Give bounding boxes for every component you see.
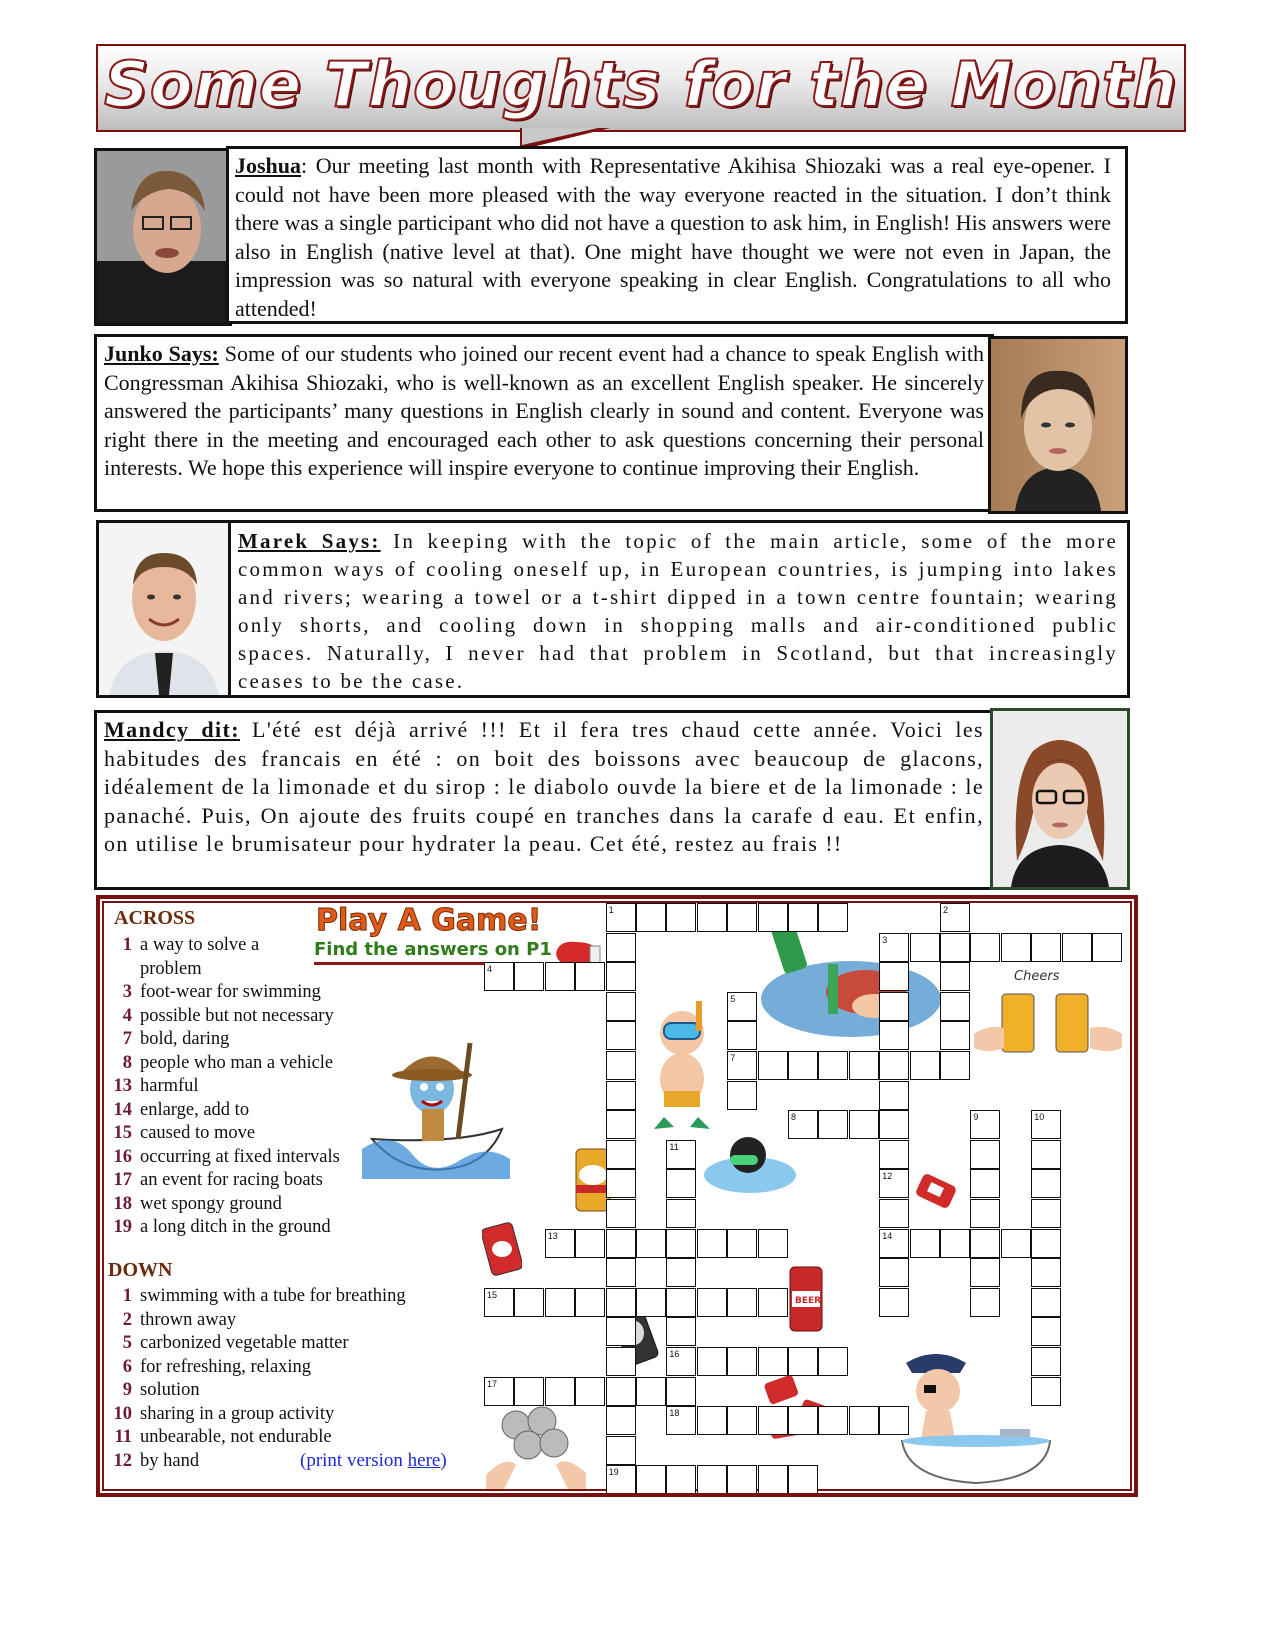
crossword-cell[interactable]	[545, 1377, 575, 1406]
crossword-cell[interactable]	[940, 992, 970, 1021]
boat-cartoon	[362, 1029, 512, 1184]
crossword-cell[interactable]	[818, 1406, 848, 1435]
down-clue-text: thrown away	[140, 1309, 237, 1330]
crossword-cell[interactable]	[666, 1406, 696, 1435]
marek-text: In keeping with the topic of the main article, some of the more common ways of cooling oneself up, in European countries, is jumping into lakes and rivers; wearing a towel or a t-shirt dipped in a town centre fountain; wearing only shorts, and cooling down in shopping malls and air-conditioned public spaces. Naturally, I never had that problem in Scotland, but that increasingly ceases to be the case.	[238, 529, 1118, 693]
crossword-cell[interactable]	[575, 1229, 605, 1258]
crossword-cell[interactable]	[545, 1229, 575, 1258]
across-clue-text: people who man a vehicle	[140, 1052, 334, 1073]
mandcy-box	[94, 710, 996, 890]
crossword-cell[interactable]	[606, 903, 636, 932]
crossword-cell[interactable]	[970, 1169, 1000, 1198]
crossword-cell[interactable]	[879, 1051, 909, 1080]
can-label: BEER	[795, 1296, 822, 1306]
crossword-cell[interactable]	[727, 1021, 757, 1050]
crossword-cell[interactable]	[788, 903, 818, 932]
beer-label-can-icon	[788, 1265, 824, 1333]
crossword-cell[interactable]	[970, 1258, 1000, 1287]
crossword-cell[interactable]	[910, 933, 940, 962]
crossword-cell[interactable]	[606, 1140, 636, 1169]
crossword-cell[interactable]	[666, 1465, 696, 1494]
crossword-cell[interactable]	[1031, 1317, 1061, 1346]
cell-number: 17	[487, 1378, 498, 1389]
crossword-cell[interactable]	[1031, 1199, 1061, 1228]
across-clue	[106, 1146, 340, 1170]
crossword-cell[interactable]	[879, 1021, 909, 1050]
crossword-cell[interactable]	[940, 1051, 970, 1080]
crossword-cell[interactable]	[606, 1317, 636, 1346]
crossword-cell[interactable]	[879, 933, 909, 962]
across-clue-number: 19	[113, 1217, 132, 1237]
crossword-cell[interactable]	[879, 962, 909, 991]
crossword-cell[interactable]	[697, 1347, 727, 1376]
crossword-cell[interactable]	[879, 1406, 909, 1435]
crossword-cell[interactable]	[1092, 933, 1122, 962]
crossword-cell[interactable]	[1031, 1288, 1061, 1317]
crossword-cell[interactable]	[606, 1406, 636, 1435]
down-clue-text: for refreshing, relaxing	[140, 1356, 312, 1377]
cell-number: 12	[882, 1171, 893, 1182]
crossword-cell[interactable]	[1062, 933, 1092, 962]
joshua-box	[226, 146, 1128, 324]
across-heading: ACROSS	[114, 907, 196, 929]
cell-number: 13	[547, 1230, 558, 1241]
across-clue	[106, 1169, 340, 1193]
cell-number: 8	[791, 1112, 797, 1123]
across-clue-text: an event for racing boats	[140, 1170, 323, 1190]
across-clue-text: problem	[140, 958, 202, 979]
crossword-cell[interactable]	[575, 962, 605, 991]
cheers-cartoon	[974, 964, 1124, 1069]
crossword-cell[interactable]	[879, 1140, 909, 1169]
crossword-puzzle	[96, 895, 1138, 1497]
across-clue-number: 16	[113, 1146, 132, 1167]
across-clue-number: 1	[122, 935, 132, 955]
banner-tail-fill	[522, 128, 598, 145]
crossword-cell[interactable]	[636, 1465, 666, 1494]
crossword-cell[interactable]	[484, 962, 514, 991]
down-clue-number: 5	[122, 1333, 132, 1353]
crossword-cell[interactable]	[1031, 933, 1061, 962]
crossword-cell[interactable]	[666, 1140, 696, 1169]
crossword-cell[interactable]	[788, 1465, 818, 1494]
crossword-cell[interactable]	[697, 1465, 727, 1494]
down-clue-text: carbonized vegetable matter	[140, 1333, 349, 1353]
down-clue-text: swimming with a tube for breathing	[140, 1286, 406, 1306]
crossword-cell[interactable]	[727, 903, 757, 932]
down-clue-text: unbearable, not endurable	[140, 1427, 332, 1447]
across-clue	[106, 1193, 340, 1217]
crossword-cell[interactable]	[940, 933, 970, 962]
crushed-can-icon	[914, 1173, 958, 1209]
title-banner	[96, 44, 1186, 132]
page-title: Some Thoughts for the Month	[104, 48, 1178, 121]
crossword-cell[interactable]	[970, 1140, 1000, 1169]
joshua-photo	[94, 148, 232, 326]
marek-text-block	[238, 527, 1118, 695]
crossword-cell[interactable]	[697, 1288, 727, 1317]
crossword-cell[interactable]	[666, 1317, 696, 1346]
crossword-cell[interactable]	[818, 903, 848, 932]
down-heading: DOWN	[108, 1259, 173, 1281]
mandcy-text-block	[104, 716, 984, 859]
crossword-cell[interactable]	[545, 1288, 575, 1317]
down-clue-number: 11	[114, 1427, 132, 1447]
across-clue-number: 13	[113, 1076, 132, 1096]
crossword-cell[interactable]	[1031, 1169, 1061, 1198]
down-clue	[106, 1379, 406, 1403]
crossword-cell[interactable]	[970, 1229, 1000, 1258]
crossword-cell[interactable]	[697, 1229, 727, 1258]
crossword-cell[interactable]	[940, 1021, 970, 1050]
crossword-cell[interactable]	[788, 1051, 818, 1080]
cell-number: 18	[669, 1408, 680, 1419]
down-clue	[106, 1426, 406, 1450]
across-clue-text: bold, daring	[140, 1029, 230, 1049]
crossword-cell[interactable]	[727, 1051, 757, 1080]
crossword-cell[interactable]	[970, 1288, 1000, 1317]
crossword-cell[interactable]	[606, 962, 636, 991]
crossword-cell[interactable]	[879, 1258, 909, 1287]
crossword-cell[interactable]	[758, 1288, 788, 1317]
crossword-cell[interactable]	[606, 1258, 636, 1287]
across-clue	[106, 1075, 340, 1099]
crossword-cell[interactable]	[606, 1051, 636, 1080]
down-clue-number: 2	[122, 1309, 132, 1330]
crossword-cell[interactable]	[545, 962, 575, 991]
joshua-name: Joshua	[235, 153, 302, 178]
crossword-cell[interactable]	[879, 1229, 909, 1258]
crossword-cell[interactable]	[879, 1110, 909, 1139]
crossword-cell[interactable]	[1001, 1229, 1031, 1258]
down-clue	[106, 1309, 406, 1333]
down-clue-number: 9	[122, 1380, 132, 1400]
across-clue-text: wet spongy ground	[140, 1193, 282, 1214]
crossword-cell[interactable]	[788, 1110, 818, 1139]
down-clue-number: 10	[113, 1403, 132, 1424]
down-clue-text: sharing in a group activity	[140, 1403, 335, 1424]
across-clue-text: foot-wear for swimming	[140, 982, 321, 1002]
crossword-cell[interactable]	[879, 1169, 909, 1198]
across-clue-number: 4	[122, 1005, 132, 1026]
joshua-text-block	[235, 152, 1111, 323]
across-clue-text: a long ditch in the ground	[140, 1217, 331, 1237]
down-clue	[106, 1332, 406, 1356]
cell-number: 10	[1034, 1112, 1045, 1123]
cell-number: 15	[487, 1289, 498, 1300]
down-clue-number: 1	[122, 1286, 132, 1306]
crossword-cell[interactable]	[879, 1199, 909, 1228]
crossword-cell[interactable]	[636, 1288, 666, 1317]
crossword-cell[interactable]	[666, 1347, 696, 1376]
crossword-cell[interactable]	[1031, 1258, 1061, 1287]
crossword-cell[interactable]	[606, 1347, 636, 1376]
down-clue	[106, 1285, 406, 1309]
crossword-cell[interactable]	[606, 1229, 636, 1258]
crossword-cell[interactable]	[606, 1169, 636, 1198]
mandcy-name: Mandcy dit:	[104, 717, 241, 742]
cheers-label: Cheers	[1014, 969, 1060, 984]
crossword-cell[interactable]	[727, 1406, 757, 1435]
crossword-cell[interactable]	[879, 1288, 909, 1317]
crossword-cell[interactable]	[727, 1465, 757, 1494]
crossword-cell[interactable]	[879, 992, 909, 1021]
crossword-cell[interactable]	[606, 1465, 636, 1494]
crossword-cell[interactable]	[666, 1377, 696, 1406]
cell-number: 5	[730, 993, 736, 1004]
crossword-cell[interactable]	[484, 1288, 514, 1317]
crossword-cell[interactable]	[697, 1406, 727, 1435]
mandcy-text: L'été est déjà arrivé !!! Et il fera tres chaud cette année. Voici les habitudes des francais en été : on boit des boissons avec beaucoup de glacons, idéalement de la limonade et du sirop : le diabolo ouvde la biere et de la limonade : le panaché. Puis, On ajoute des fruits coupé en tranches dans la carafe d eau. Et enfin, on utilise le brumisateur pour hydrater la peau. Cet été, restez au frais !!	[104, 717, 984, 856]
crossword-cell[interactable]	[514, 1377, 544, 1406]
across-clue	[106, 981, 340, 1005]
crossword-cell[interactable]	[666, 1169, 696, 1198]
crossword-cell[interactable]	[636, 1229, 666, 1258]
crossword-cell[interactable]	[636, 1377, 666, 1406]
crossword-cell[interactable]	[1001, 933, 1031, 962]
crossword-cell[interactable]	[940, 962, 970, 991]
across-clue-number: 7	[122, 1029, 132, 1049]
crossword-cell[interactable]	[758, 1051, 788, 1080]
crossword-cell[interactable]	[606, 933, 636, 962]
crossword-cell[interactable]	[818, 1110, 848, 1139]
across-clue-number: 15	[113, 1123, 132, 1143]
cell-number: 16	[669, 1349, 680, 1359]
crossword-cell[interactable]	[970, 1199, 1000, 1228]
crossword-cell[interactable]	[666, 1199, 696, 1228]
crossword-cell[interactable]	[666, 1288, 696, 1317]
across-clue	[106, 1216, 340, 1240]
crossword-cell[interactable]	[970, 1110, 1000, 1139]
down-clue	[106, 1356, 406, 1380]
down-clue-number: 12	[113, 1450, 132, 1471]
across-clue-text: a way to solve a	[140, 935, 260, 955]
marek-name: Marek Says:	[238, 529, 381, 553]
crossword-cell[interactable]	[758, 1229, 788, 1258]
crossword-cell[interactable]	[727, 1229, 757, 1258]
crossword-cell[interactable]	[606, 1436, 636, 1465]
crossword-cell[interactable]	[697, 903, 727, 932]
down-clue-list	[106, 1285, 406, 1473]
print-suffix: )	[440, 1450, 447, 1471]
play-a-game-subtitle: Find the answers on P1	[314, 939, 552, 960]
print-link[interactable]: here	[407, 1450, 441, 1471]
across-clue-list	[106, 934, 340, 1240]
junko-text-block	[104, 340, 984, 483]
crossword-cell[interactable]	[818, 1051, 848, 1080]
snorkel-boy-cartoon	[634, 999, 730, 1134]
mandcy-photo	[990, 708, 1130, 890]
crossword-cell[interactable]	[514, 962, 544, 991]
crossword-cell[interactable]	[666, 1258, 696, 1287]
cell-number: 3	[882, 934, 888, 945]
crossword-cell[interactable]	[940, 1229, 970, 1258]
crossword-cell[interactable]	[606, 1021, 636, 1050]
marek-box	[228, 520, 1130, 698]
across-clue-number: 8	[122, 1052, 132, 1073]
crossword-cell[interactable]	[606, 1288, 636, 1317]
swimmer-cartoon	[702, 1129, 798, 1197]
junko-text: Some of our students who joined our recent event had a chance to speak English with Congressman Akihisa Shiozaki, who is well-known as an excellent English speaker. He sincerely answered the participants’ many questions in English clearly in sound and content. Everyone was right there in the meeting and encouraged each other to ask questions concerning their personal interests. We hope this experience will inspire everyone to continue improving their English.	[104, 341, 984, 480]
crossword-cell[interactable]	[758, 1465, 788, 1494]
crossword-cell[interactable]	[849, 1406, 879, 1435]
cell-number: 11	[669, 1141, 679, 1152]
crossword-cell[interactable]	[666, 903, 696, 932]
cell-number: 2	[943, 905, 949, 915]
across-clue	[106, 1099, 340, 1123]
soda-can-icon	[482, 1221, 522, 1277]
crossword-cell[interactable]	[606, 992, 636, 1021]
crossword-cell[interactable]	[1031, 1140, 1061, 1169]
across-clue-text: occurring at fixed intervals	[140, 1146, 340, 1167]
across-clue-number: 18	[113, 1193, 132, 1214]
crossword-cell[interactable]	[666, 1229, 696, 1258]
crossword-cell[interactable]	[606, 1081, 636, 1110]
crossword-cell[interactable]	[575, 1377, 605, 1406]
across-clue	[106, 1028, 340, 1052]
crossword-cell[interactable]	[727, 1081, 757, 1110]
crossword-cell[interactable]	[788, 1347, 818, 1376]
crossword-cell[interactable]	[758, 1406, 788, 1435]
crossword-cell[interactable]	[484, 1377, 514, 1406]
crossword-cell[interactable]	[727, 992, 757, 1021]
down-clue-text: by hand	[140, 1450, 200, 1471]
cell-number: 19	[608, 1467, 619, 1478]
across-clue	[106, 1052, 340, 1076]
junko-name: Junko Says:	[104, 341, 219, 366]
across-clue	[106, 1005, 340, 1029]
across-clue-number: 14	[113, 1099, 132, 1120]
print-prefix: (print version	[300, 1450, 408, 1471]
crossword-cell[interactable]	[1031, 1110, 1061, 1139]
cell-number: 14	[882, 1230, 893, 1241]
crossword-cell[interactable]	[758, 1347, 788, 1376]
cell-number: 1	[608, 905, 614, 915]
cell-number: 7	[730, 1053, 736, 1063]
crossword-cell[interactable]	[849, 1051, 879, 1080]
crossword-cell[interactable]	[727, 1347, 757, 1376]
crossword-cell[interactable]	[1031, 1347, 1061, 1376]
across-clue-number: 3	[122, 982, 132, 1002]
crossword-cell[interactable]	[606, 1199, 636, 1228]
down-clue-number: 6	[122, 1356, 132, 1377]
down-clue-text: solution	[140, 1380, 200, 1400]
crossword-cell[interactable]	[514, 1288, 544, 1317]
across-clue	[106, 934, 340, 958]
print-version	[300, 1450, 447, 1472]
crossword-cell[interactable]	[575, 1288, 605, 1317]
down-clue	[106, 1403, 406, 1427]
crossword-cell[interactable]	[879, 1081, 909, 1110]
junko-box	[94, 334, 994, 512]
crossword-cell[interactable]	[727, 1288, 757, 1317]
crossword-cell[interactable]	[788, 1406, 818, 1435]
across-clue-text: enlarge, add to	[140, 1099, 250, 1120]
crossword-cell[interactable]	[1031, 1377, 1061, 1406]
play-a-game-underline	[314, 962, 512, 965]
junko-photo	[988, 336, 1128, 514]
crossword-cell[interactable]	[849, 1110, 879, 1139]
crossword-cell[interactable]	[606, 1377, 636, 1406]
joshua-text: : Our meeting last month with Representative Akihisa Shiozaki was a real eye-opener. I could not have been more pleased with the way everyone reacted in the situation. I don’t think there was a single participant who did not have a question to ask him, in English! His answers were also in English (native level at that). One might have thought we were not even in Japan, the impression was so natural with everyone speaking in clear English. Congratulations to all who attended!	[235, 153, 1111, 321]
toast-cans-cartoon	[486, 1395, 586, 1489]
crossword-cell[interactable]	[818, 1347, 848, 1376]
across-clue-number: 17	[113, 1170, 132, 1190]
across-clue	[106, 1122, 340, 1146]
crossword-cell[interactable]	[758, 903, 788, 932]
play-a-game-title: Play A Game!	[316, 903, 542, 938]
crossword-cell[interactable]	[910, 1229, 940, 1258]
cell-number: 9	[973, 1112, 979, 1123]
crossword-cell[interactable]	[910, 1051, 940, 1080]
crossword-cell[interactable]	[940, 903, 970, 932]
crossword-cell[interactable]	[606, 1110, 636, 1139]
across-clue-text: caused to move	[140, 1123, 256, 1143]
crossword-cell[interactable]	[970, 933, 1000, 962]
cell-number: 4	[487, 964, 493, 975]
across-clue-text: possible but not necessary	[140, 1005, 334, 1026]
across-clue	[106, 958, 340, 982]
crossword-cell[interactable]	[636, 903, 666, 932]
marek-photo	[96, 520, 232, 698]
across-clue-text: harmful	[140, 1076, 199, 1096]
crossword-cell[interactable]	[1031, 1229, 1061, 1258]
